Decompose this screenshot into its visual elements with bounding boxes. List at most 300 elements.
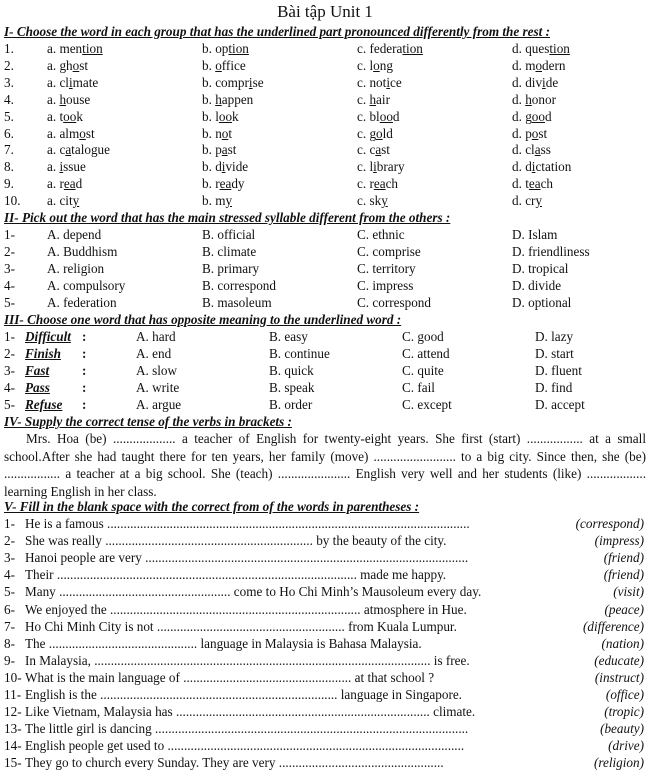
s1-option-b [202,158,248,175]
s1-option-b [202,141,236,158]
option-suffix: d [544,108,552,124]
s3-option-d: D. fluent [535,362,582,378]
s5-sentence: Hanoi people are very .................................................................................................. [25,550,469,566]
s5-sentence: English is the ........................................................................ language in Singapore. [25,687,462,702]
section-4-heading: IV- Supply the correct tense of the verbs in brackets : [4,414,292,429]
s1-number: 3. [4,74,14,90]
option-prefix: c. not [357,74,387,90]
s2-option-a: A. federation [47,294,117,310]
s5-row [0,618,650,635]
option-suffix: ch [385,176,399,192]
option-prefix: b. p [202,142,222,158]
s3-option-a: A. slow [136,362,178,378]
underlined-part: o [79,125,86,141]
option-suffix: air [376,91,390,107]
s3-option-b: B. speak [269,379,315,395]
s3-option-b: B. quick [269,362,314,378]
option-suffix: st [538,125,548,141]
underlined-part: ea [528,176,541,192]
s3-target-word: Difficult [25,329,71,344]
underlined-part: o [221,125,229,141]
s1-row [0,74,650,91]
underlined-part: i [531,159,536,175]
s2-option-a: A. compulsory [47,277,126,293]
option-suffix: ch [540,176,554,192]
s1-option-c [357,192,388,209]
s1-row [0,158,650,175]
s3-target-word: Finish [25,345,61,361]
underlined-part: tion [228,41,249,56]
option-prefix: a. [47,159,60,175]
option-suffix: vide [225,159,249,175]
s5-number: 12- [4,704,22,720]
s3-colon: : [82,379,87,395]
s2-option-a: A. religion [47,260,105,276]
underlined-part: ea [63,176,76,192]
underlined-part: h [215,91,222,107]
s2-option-c: C. impress [357,277,414,293]
underlined-part: o [215,57,222,73]
s2-option-a: A. depend [47,227,102,242]
s1-option-d [512,125,547,142]
underlined-part: i [373,159,377,175]
underlined-part: i [68,74,73,90]
s3-number: 1- [4,329,15,344]
s2-option-a: A. Buddhism [47,243,118,259]
option-prefix: a. cl [47,74,69,90]
option-suffix: ouse [66,91,91,107]
underlined-part: h [525,91,532,107]
s2-row [0,260,650,277]
underlined-part: o [376,125,383,141]
s5-row [0,703,650,720]
s1-row [0,141,650,158]
s5-number: 7- [4,618,15,634]
s1-option-d [512,74,558,91]
s5-row [0,737,650,754]
option-prefix: d. d [512,159,532,175]
s1-row [0,192,650,209]
s3-target-word: Refuse [25,396,63,412]
underlined-part: h [59,91,67,107]
underlined-part: o [535,57,543,73]
s2-option-c: C. ethnic [357,227,405,242]
s1-option-a [47,141,110,158]
s1-option-b [202,175,245,192]
s5-hint: (impress) [594,533,644,549]
option-prefix: a. cit [47,193,73,209]
s5-number: 10- [4,669,22,685]
option-suffix: st [79,57,89,73]
s2-option-c: C. correspond [357,294,431,310]
option-prefix: a. gh [47,57,73,73]
s2-option-d: D. optional [512,294,572,310]
s1-option-d [512,91,556,108]
s2-option-d: D. tropical [512,260,569,276]
section-5-heading: V- Fill in the blank space with the correct from of the words in parentheses : [4,499,420,514]
s1-option-c [357,125,393,142]
s5-sentence: They go to church every Sunday. They are very .................................................. [25,755,444,771]
underlined-part: i [542,74,546,90]
option-suffix: d [75,176,83,192]
option-suffix: ssue [63,159,86,175]
section-4-paragraph: Mrs. Hoa (be) ................... a teacher of English for twenty-eight years. She first (start) ................. at a small school.After she had taught there for ten years, her family (move) ......................... to a big city. Since then, she (be) ................. a teacher at a big school. She (teach) ...................... English very well and her students (like) .................. learning English in her class. [4,431,646,500]
s3-option-b: B. order [269,396,313,412]
s1-row [0,57,650,74]
s2-row [0,243,650,260]
s5-sentence: In Malaysia, ...................................................................................................... is free. [25,652,470,668]
option-prefix: a. alm [47,125,80,141]
section-2-heading: II- Pick out the word that has the main stressed syllable different from the others : [4,210,451,225]
s1-row [0,175,650,192]
s5-hint: (educate) [594,652,644,668]
s1-number: 7. [4,142,14,158]
s1-option-b [202,125,232,142]
s2-option-c: C. comprise [357,243,421,259]
s3-number: 4- [4,379,15,395]
underlined-part: o [531,125,539,141]
s1-option-a [47,125,95,142]
s5-row [0,669,650,686]
s5-sentence: Ho Chi Minh City is not ......................................................... from Kuala Lumpur. [25,618,457,634]
s3-option-b: B. easy [269,329,308,344]
option-prefix: a. r [47,176,64,192]
s5-row [0,635,650,652]
s1-option-b [202,108,239,125]
option-prefix: a. t [47,108,64,124]
s5-sentence: English people get used to .......................................................................................... [25,738,465,754]
s5-sentence: She was really ............................................................... by the beauty of the city. [25,533,447,549]
s3-option-c: C. quite [402,362,444,378]
option-suffix: talogue [71,142,110,158]
s5-number: 1- [4,516,15,531]
s3-option-d: D. lazy [535,329,574,344]
option-prefix: c. c [357,142,376,158]
s5-number: 5- [4,584,15,600]
s1-option-c [357,175,398,192]
option-suffix: ce [389,74,402,90]
underlined-part: o [373,57,380,73]
s5-row [0,601,650,618]
s3-target-word: Fast [25,362,50,378]
s3-row [0,362,650,379]
s5-number: 9- [4,652,15,668]
s5-row [0,652,650,669]
option-prefix: b. l [202,108,219,124]
s1-option-d [512,141,551,158]
s2-option-c: C. territory [357,260,416,276]
option-suffix: ctation [535,159,572,175]
s5-number: 2- [4,533,15,549]
option-suffix: brary [376,159,405,175]
option-prefix: b. d [202,159,222,175]
s5-hint: (beauty) [600,721,644,737]
s1-option-b [202,57,246,74]
s1-option-a [47,192,79,209]
s2-row [0,277,650,294]
s5-row [0,583,650,600]
option-suffix: k [76,108,83,124]
s2-option-b: B. primary [202,260,260,276]
option-suffix: de [545,74,559,90]
s1-row [0,125,650,142]
option-prefix: d. ques [512,41,550,56]
s2-option-d: D. friendliness [512,243,590,259]
s1-option-a [47,175,82,192]
s1-option-a [47,108,83,125]
option-prefix: b. [202,91,216,107]
underlined-part: oo [63,108,77,124]
s5-row [0,566,650,583]
s5-sentence: What is the main language of ................................................... at that school ? [25,669,435,685]
s5-hint: (friend) [603,567,644,583]
s3-colon: : [82,396,87,412]
s1-option-c [357,74,402,91]
s3-option-a: A. write [136,379,180,395]
s2-option-b: B. climate [202,243,257,259]
s1-number: 4. [4,91,14,107]
option-prefix: d. [512,91,526,107]
s1-option-c [357,158,405,175]
s3-option-d: D. find [535,379,573,395]
s1-option-c [357,91,390,108]
s1-option-c [357,57,393,74]
s1-row [0,40,650,57]
option-suffix: dern [542,57,566,73]
s1-option-d [512,57,565,74]
s1-number: 1. [4,41,14,56]
option-suffix: se [252,74,264,90]
s5-hint: (difference) [582,618,644,634]
s5-row [0,515,650,532]
s1-option-a [47,57,88,74]
s1-option-b [202,91,253,108]
s2-option-b: B. masoleum [202,294,272,310]
s5-row [0,720,650,737]
s1-option-a [47,158,86,175]
s5-sentence: Like Vietnam, Malaysia has ............................................................................. climate. [25,704,476,720]
underlined-part: i [248,74,253,90]
underlined-part: tion [82,41,103,56]
option-prefix: c. g [357,125,377,141]
s5-sentence: The ............................................. language in Malaysia is Bahasa Malaysia. [25,635,422,651]
s5-number: 15- [4,755,22,771]
s1-option-c [357,108,400,125]
s5-hint: (religion) [593,755,644,771]
s2-option-d: D. divide [512,277,562,293]
s3-row [0,328,650,345]
option-suffix: ng [379,57,393,73]
s2-option-b: B. official [202,227,256,242]
s2-row [0,294,650,311]
s5-number: 3- [4,550,15,566]
s5-hint: (friend) [603,550,644,566]
option-prefix: a. c [47,142,66,158]
option-suffix: appen [221,91,254,107]
s1-number: 5. [4,108,14,124]
s5-hint: (instruct) [594,669,644,685]
option-prefix: c. bl [357,108,380,124]
s5-sentence: Their ........................................................................................... made me happy. [25,567,447,583]
s1-option-a [47,91,90,108]
s5-sentence: He is a famous .............................................................................................................. [25,516,470,531]
s3-option-d: D. accept [535,396,585,412]
s1-number: 6. [4,125,14,141]
s5-row [0,686,650,703]
s1-row [0,91,650,108]
s1-option-b [202,40,249,57]
underlined-part: tion [549,41,570,56]
s5-sentence: The little girl is dancing ............................................................................................... [25,721,469,737]
s1-option-a [47,40,103,57]
s3-option-c: C. good [402,329,444,344]
option-prefix: c. sk [357,193,382,209]
s5-sentence: Many .................................................... come to Ho Chi Minh’s Mausoleum every day. [25,584,482,600]
option-prefix: b. compr [202,74,249,90]
s1-number: 8. [4,159,14,175]
s5-row [0,549,650,566]
s5-number: 6- [4,601,15,617]
option-suffix: onor [531,91,556,107]
s2-number: 2- [4,243,15,259]
s2-number: 4- [4,277,15,293]
underlined-part: a [375,142,382,158]
s3-number: 3- [4,362,15,378]
option-suffix: ss [540,142,551,158]
underlined-part: y [381,193,388,209]
option-prefix: d. cl [512,142,535,158]
s1-option-b [202,192,232,209]
underlined-part: a [221,142,228,158]
option-prefix: d. cr [512,193,536,209]
s3-option-a: A. end [136,345,172,361]
section-3-heading: III- Choose one word that has opposite meaning to the underlined word : [4,312,402,327]
option-suffix: st [381,142,390,158]
s2-option-d: D. Islam [512,227,558,242]
option-suffix: dy [231,176,245,192]
s3-row [0,396,650,413]
option-prefix: c. l [357,57,374,73]
s5-hint: (visit) [613,584,644,600]
option-prefix: b. [202,57,216,73]
s1-option-d [512,192,542,209]
s5-row [0,532,650,549]
option-prefix: d. div [512,74,543,90]
s5-row [0,754,650,771]
option-prefix: d. t [512,176,529,192]
s5-sentence: We enjoyed the ............................................................................ atmosphere in Hue. [25,601,467,617]
s3-colon: : [82,345,87,361]
page-title: Bài tập Unit 1 [277,2,373,21]
s3-option-a: A. hard [136,329,176,344]
s1-option-b [202,74,264,91]
underlined-part: ea [219,176,232,192]
section-1-heading: I- Choose the word in each group that has the underlined part pronounced differently from the rest : [4,24,550,39]
s5-hint: (nation) [601,635,644,651]
s3-row [0,345,650,362]
s3-option-b: B. continue [269,345,330,361]
s3-option-a: A. argue [136,396,182,412]
underlined-part: ea [373,176,386,192]
s3-number: 2- [4,345,15,361]
s5-hint: (peace) [604,601,644,617]
underlined-part: tion [402,41,423,56]
s1-option-c [357,141,390,158]
option-prefix: c. federa [357,41,403,56]
option-prefix: c. l [357,159,374,175]
option-prefix: c. [357,91,370,107]
s5-number: 4- [4,567,15,583]
s1-row [0,108,650,125]
s1-option-d [512,40,570,57]
option-prefix: a. men [47,41,83,56]
underlined-part: y [535,193,543,209]
s5-hint: (drive) [608,738,644,754]
underlined-part: oo [531,108,545,124]
option-prefix: b. r [202,176,220,192]
s3-option-c: C. except [402,396,452,412]
underlined-part: y [225,193,233,209]
option-prefix: b. n [202,125,222,141]
s3-number: 5- [4,396,15,412]
underlined-part: h [369,91,377,107]
s2-number: 5- [4,294,15,310]
s1-option-a [47,74,98,91]
s5-hint: (correspond) [575,516,644,531]
s2-number: 1- [4,227,15,242]
s1-option-d [512,108,552,125]
underlined-part: o [72,57,80,73]
s2-option-b: B. correspond [202,277,276,293]
s1-number: 9. [4,176,14,192]
s2-row [0,226,650,243]
option-prefix: b. m [202,193,226,209]
option-prefix: c. r [357,176,374,192]
option-suffix: st [227,142,237,158]
s1-option-d [512,158,571,175]
s3-option-c: C. attend [402,345,450,361]
s3-target-word: Pass [25,379,50,395]
underlined-part: a [534,142,541,158]
underlined-part: a [65,142,72,158]
s1-number: 2. [4,57,14,73]
s3-row [0,379,650,396]
option-suffix: ffice [221,57,246,73]
s3-option-d: D. start [535,345,574,361]
option-suffix: k [232,108,239,124]
s5-number: 14- [4,738,22,754]
s2-number: 3- [4,260,15,276]
option-prefix: d. p [512,125,532,141]
underlined-part: i [59,159,64,175]
underlined-part: y [72,193,80,209]
s5-hint: (tropic) [604,704,644,720]
s5-number: 8- [4,635,15,651]
underlined-part: oo [379,108,393,124]
s5-number: 11- [4,687,22,702]
option-prefix: a. [47,91,60,107]
s1-number: 10. [4,193,21,209]
s1-option-c [357,40,423,57]
option-prefix: b. op [202,41,229,56]
option-prefix: d. m [512,57,536,73]
option-suffix: mate [72,74,99,90]
option-suffix: ld [382,125,393,141]
s3-colon: : [82,362,87,378]
option-suffix: d [392,108,400,124]
underlined-part: i [221,159,226,175]
option-suffix: t [228,125,233,141]
